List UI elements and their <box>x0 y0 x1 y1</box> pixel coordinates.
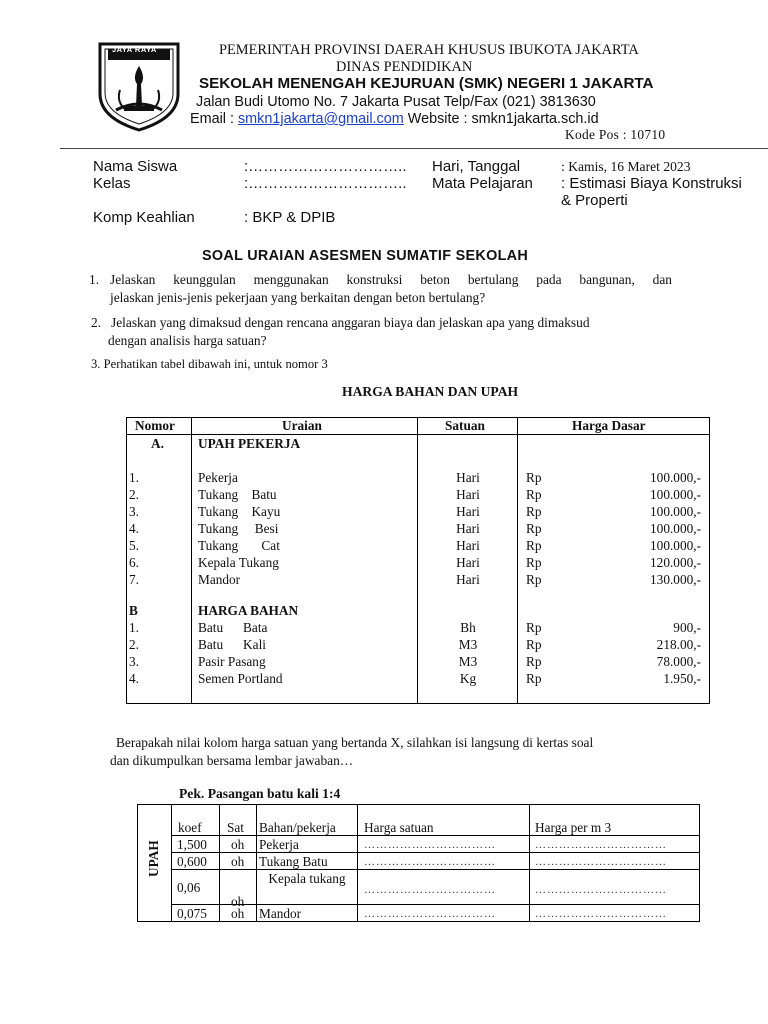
section-b-title: HARGA BAHAN <box>198 603 299 618</box>
row-number: 2. <box>129 487 139 502</box>
row-rp: Rp <box>526 521 542 536</box>
row-price: 218.00,- <box>656 637 701 652</box>
row-unit: Hari <box>456 470 480 485</box>
question-1-number: 1. <box>89 272 100 287</box>
hari-value <box>561 159 691 175</box>
analysis-item: Tukang Batu <box>259 854 328 869</box>
kelas-label: Kelas <box>93 175 131 192</box>
header-uraian: Uraian <box>282 418 322 433</box>
mapel-value-2: & Properti <box>561 192 628 209</box>
header-bahan: Bahan/pekerja <box>259 820 336 835</box>
row-item: Mandor <box>198 572 241 587</box>
logo-text: JAYA RAYA <box>112 45 157 54</box>
row-price: 100.000,- <box>650 504 701 519</box>
harga-per-m3-blank: …………………………… <box>535 908 667 920</box>
row-number: 1. <box>129 620 139 635</box>
analysis-title: Pek. Pasangan batu kali 1:4 <box>179 786 341 801</box>
school-address: Jalan Budi Utomo No. 7 Jakarta Pusat Telp/Fax (021) 3813630 <box>196 94 596 110</box>
row-divider <box>171 869 699 870</box>
analysis-koef: 0,600 <box>177 854 207 869</box>
row-item: Pasir Pasang <box>198 654 266 669</box>
row-unit: Hari <box>456 538 480 553</box>
header-sat: Sat <box>227 820 244 835</box>
section-b-number: B <box>129 603 138 618</box>
row-rp: Rp <box>526 538 542 553</box>
row-number: 2. <box>129 637 139 652</box>
col-divider <box>517 418 518 703</box>
question-2-line-2: dengan analisis harga satuan? <box>108 333 267 348</box>
hari-date: Kamis, 16 Maret 2023 <box>568 159 691 174</box>
row-price: 900,- <box>673 620 701 635</box>
price-table <box>126 417 710 704</box>
row-price: 100.000,- <box>650 538 701 553</box>
instruction-line-2: dan dikumpulkan bersama lembar jawaban… <box>110 753 354 768</box>
row-number: 5. <box>129 538 139 553</box>
mapel-label: Mata Pelajaran <box>432 175 533 192</box>
row-unit: Hari <box>456 521 480 536</box>
row-number: 6. <box>129 555 139 570</box>
harga-per-m3-blank: …………………………… <box>535 839 667 851</box>
harga-satuan-blank: …………………………… <box>364 856 496 868</box>
harga-satuan-blank: …………………………… <box>364 908 496 920</box>
analysis-sat: oh <box>231 894 245 909</box>
row-rp: Rp <box>526 654 542 669</box>
row-item: Tukang Besi <box>198 521 279 536</box>
row-price: 100.000,- <box>650 487 701 502</box>
question-1-line-2: jelaskan jenis-jenis pekerjaan yang berkaitan dengan beton bertulang? <box>110 290 486 305</box>
department-name: DINAS PENDIDIKAN <box>336 59 473 75</box>
row-divider <box>171 835 699 836</box>
row-number: 3. <box>129 654 139 669</box>
section-a-number: A. <box>151 436 164 451</box>
contact-line <box>190 111 599 127</box>
komp-label: Komp Keahlian <box>93 209 195 226</box>
row-price: 100.000,- <box>650 521 701 536</box>
question-2-line-1: Jelaskan yang dimaksud dengan rencana anggaran biaya dan jelaskan apa yang dimaksud <box>111 315 590 330</box>
row-rp: Rp <box>526 555 542 570</box>
harga-per-m3-blank: …………………………… <box>535 884 667 896</box>
harga-per-m3-blank: …………………………… <box>535 856 667 868</box>
analysis-item: Pekerja <box>259 837 299 852</box>
row-price: 78.000,- <box>656 654 701 669</box>
row-unit: Hari <box>456 504 480 519</box>
row-unit: Hari <box>456 487 480 502</box>
header-nomor: Nomor <box>135 418 175 433</box>
row-item: Semen Portland <box>198 671 283 686</box>
row-unit: Hari <box>456 572 480 587</box>
header-koef: koef <box>178 820 202 835</box>
row-item: Kepala Tukang <box>198 555 279 570</box>
email-link[interactable]: smkn1jakarta@gmail.com <box>237 111 404 127</box>
row-unit: Kg <box>459 671 477 686</box>
hari-colon: : <box>561 159 565 174</box>
row-rp: Rp <box>526 487 542 502</box>
question-2-number: 2. <box>91 315 102 330</box>
harga-satuan-blank: …………………………… <box>364 839 496 851</box>
row-rp: Rp <box>526 637 542 652</box>
analysis-sat: oh <box>231 837 245 852</box>
analysis-item: Kepala tukang <box>268 871 346 886</box>
row-item: Pekerja <box>198 470 238 485</box>
analysis-table <box>137 804 700 922</box>
row-item: Tukang Batu <box>198 487 277 502</box>
komp-value: : BKP & DPIB <box>244 209 336 226</box>
row-rp: Rp <box>526 504 542 519</box>
letterhead-divider <box>60 148 768 149</box>
hari-label: Hari, Tanggal <box>432 158 521 175</box>
table-title: HARGA BAHAN DAN UPAH <box>342 384 519 399</box>
row-number: 7. <box>129 572 139 587</box>
header-divider <box>127 434 709 435</box>
postcode: Kode Pos : 10710 <box>565 127 666 142</box>
header-harga-dasar: Harga Dasar <box>572 418 646 433</box>
row-rp: Rp <box>526 671 542 686</box>
section-a-title: UPAH PEKERJA <box>198 436 301 451</box>
website-text: Website : smkn1jakarta.sch.id <box>403 111 599 127</box>
row-number: 3. <box>129 504 139 519</box>
row-item: Tukang Kayu <box>198 504 281 519</box>
header-harga-satuan: Harga satuan <box>364 820 434 835</box>
row-rp: Rp <box>526 620 542 635</box>
row-divider <box>171 852 699 853</box>
row-rp: Rp <box>526 470 542 485</box>
mapel-value: : Estimasi Biaya Konstruksi <box>561 175 742 192</box>
question-1-line-1: Jelaskan keunggulan menggunakan konstruksi beton bertulang pada bangunan, dan <box>110 272 672 287</box>
col-divider <box>417 418 418 703</box>
question-3: 3. Perhatikan tabel dibawah ini, untuk nomor 3 <box>91 357 328 371</box>
row-number: 1. <box>129 470 139 485</box>
header-harga-per-m3: Harga per m 3 <box>535 820 612 835</box>
analysis-item: Mandor <box>259 906 302 921</box>
analysis-koef: 0,06 <box>177 880 201 895</box>
analysis-sat: oh <box>231 854 245 869</box>
row-price: 100.000,- <box>650 470 701 485</box>
nama-value: :………………………….. <box>244 158 407 175</box>
row-item: Tukang Cat <box>198 538 280 553</box>
harga-satuan-blank: …………………………… <box>364 884 496 896</box>
row-item: Batu Kali <box>198 637 266 652</box>
analysis-koef: 1,500 <box>177 837 207 852</box>
row-price: 120.000,- <box>650 555 701 570</box>
col-divider <box>191 418 192 703</box>
row-item: Batu Bata <box>198 620 268 635</box>
row-unit: Bh <box>460 620 476 635</box>
row-divider <box>171 904 699 905</box>
analysis-sat: oh <box>231 906 245 921</box>
analysis-koef: 0,075 <box>177 906 207 921</box>
row-number: 4. <box>129 671 139 686</box>
upah-side-label: UPAH <box>146 840 161 877</box>
instruction-line-1: Berapakah nilai kolom harga satuan yang bertanda X, silahkan isi langsung di kertas soal <box>116 735 594 750</box>
row-price: 130.000,- <box>650 572 701 587</box>
row-unit: M3 <box>458 654 478 669</box>
email-label: Email : <box>190 111 238 127</box>
row-unit: Hari <box>456 555 480 570</box>
row-price: 1.950,- <box>663 671 701 686</box>
gov-name: PEMERINTAH PROVINSI DAERAH KHUSUS IBUKOTA JAKARTA <box>219 42 639 58</box>
school-name: SEKOLAH MENENGAH KEJURUAN (SMK) NEGERI 1 JAKARTA <box>199 75 654 92</box>
row-number: 4. <box>129 521 139 536</box>
nama-label: Nama Siswa <box>93 158 178 175</box>
header-satuan: Satuan <box>445 418 485 433</box>
row-unit: M3 <box>458 637 478 652</box>
exam-title: SOAL URAIAN ASESMEN SUMATIF SEKOLAH <box>202 248 529 264</box>
row-rp: Rp <box>526 572 542 587</box>
kelas-value: :………………………….. <box>244 175 407 192</box>
